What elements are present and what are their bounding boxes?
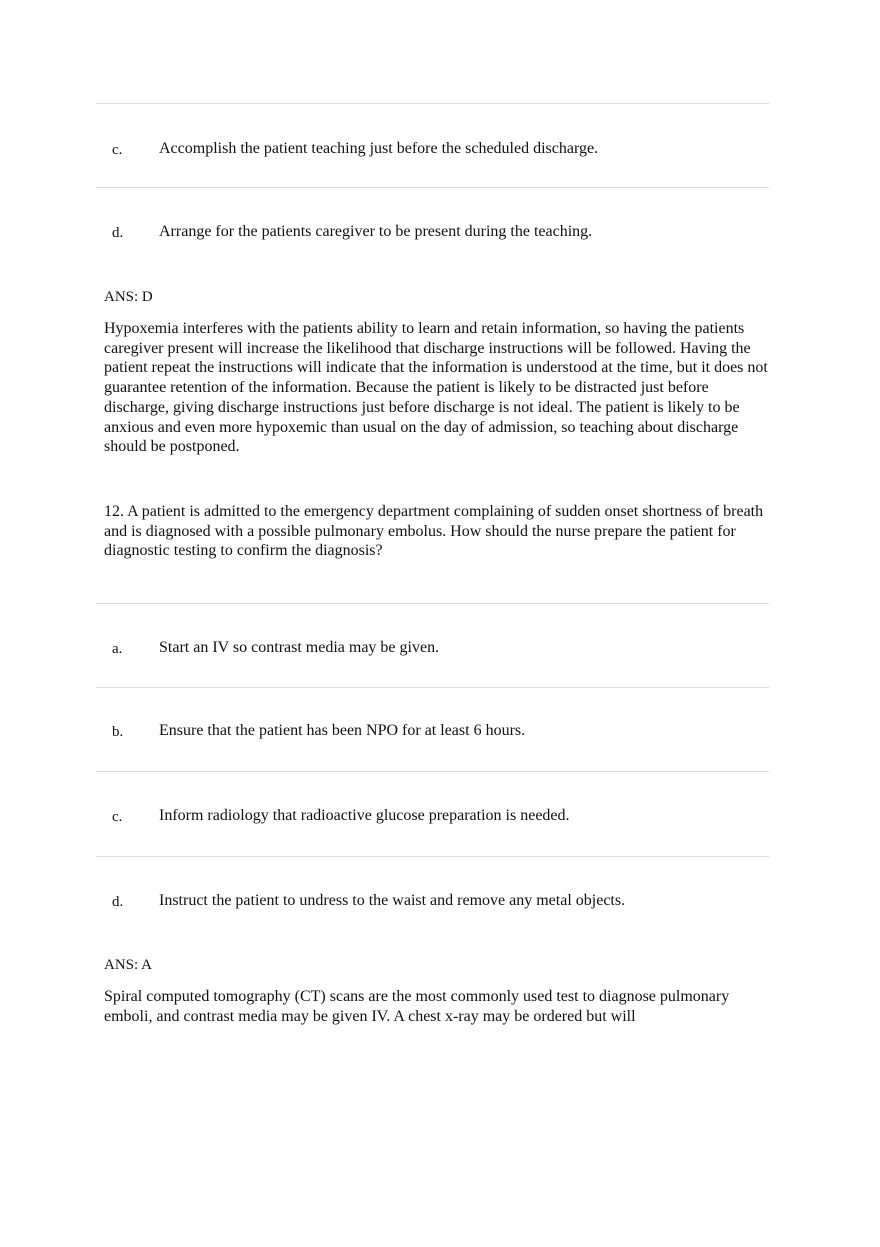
option-text: Inform radiology that radioactive glucose preparation is needed. (159, 807, 570, 824)
option-letter: c. (112, 142, 123, 158)
answer-label: ANS: D (104, 289, 153, 305)
option-text: Arrange for the patients caregiver to be present during the teaching. (159, 223, 593, 240)
divider (96, 603, 769, 604)
option-letter: d. (112, 225, 124, 241)
option-letter: a. (112, 641, 123, 657)
option-letter: b. (112, 724, 124, 740)
option-text: Start an IV so contrast media may be given. (159, 639, 440, 656)
answer-label: ANS: A (104, 957, 152, 973)
option-letter: c. (112, 809, 123, 825)
option-text: Accomplish the patient teaching just before the scheduled discharge. (159, 140, 599, 157)
divider (96, 187, 769, 188)
divider (96, 687, 769, 688)
rationale-paragraph: Hypoxemia interferes with the patients ability to learn and retain information, so having the patients caregiver present will increase the likelihood that discharge instructions will be followed. Having the patient repeat the instructions will indicate that the information is understood at the time, but it does not guarantee retention of the information. Because the patient is likely to be distracted just before discharge, giving discharge instructions just before discharge is not ideal. The patient is likely to be anxious and even more hypoxemic than usual on the day of admission, so teaching about discharge should be postponed. (104, 320, 768, 456)
divider (96, 103, 769, 104)
rationale-paragraph: Spiral computed tomography (CT) scans are the most commonly used test to diagnose pulmonary emboli, and contrast media may be given IV. A chest x-ray may be ordered but will (104, 988, 730, 1025)
option-letter: d. (112, 894, 124, 910)
question-stem: 12. A patient is admitted to the emergency department complaining of sudden onset shortness of breath and is diagnosed with a possible pulmonary embolus. How should the nurse prepare the patient for diagnostic testing to confirm the diagnosis? (104, 503, 764, 560)
divider (96, 771, 769, 772)
option-text: Ensure that the patient has been NPO for at least 6 hours. (159, 722, 526, 739)
option-text: Instruct the patient to undress to the waist and remove any metal objects. (159, 892, 626, 909)
divider (96, 856, 769, 857)
